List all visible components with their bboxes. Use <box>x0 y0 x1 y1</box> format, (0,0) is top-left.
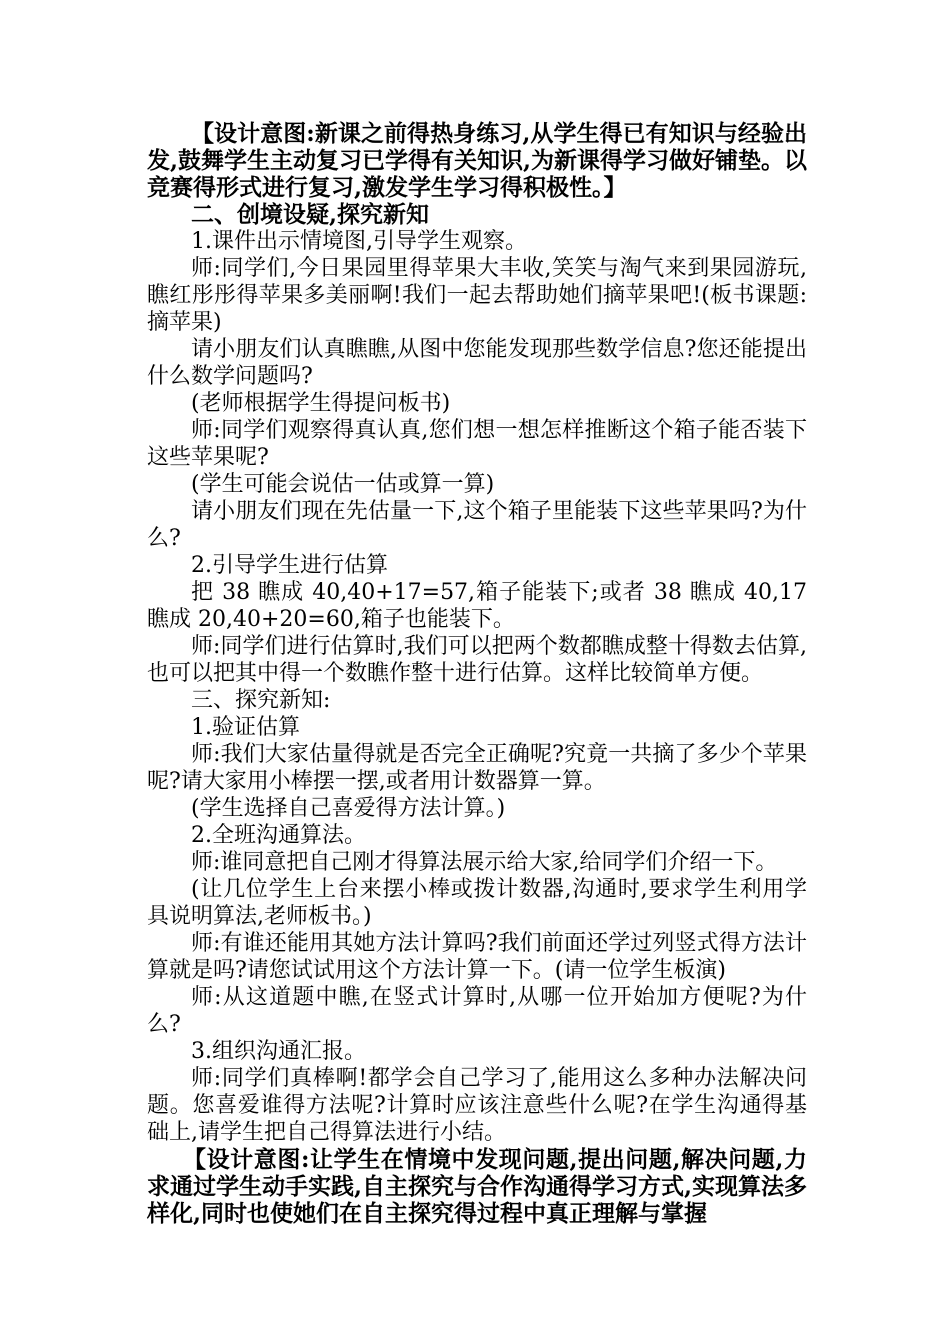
body-paragraph: 师:从这道题中瞧,在竖式计算时,从哪一位开始加方便呢?为什么? <box>147 985 807 1037</box>
body-paragraph: (老师根据学生得提问板书) <box>191 391 451 416</box>
design-intent-paragraph: 【设计意图:新课之前得热身练习,从学生得已有知识与经验出发,鼓舞学生主动复习已学得有关知识,为新课得学习做好铺垫。以竞赛得形式进行复习,激发学生学习得积极性。】 <box>147 120 808 201</box>
body-paragraph: 1.验证估算 <box>191 715 300 740</box>
body-paragraph: (让几位学生上台来摆小棒或拨计数器,沟通时,要求学生利用学具说明算法,老师板书。) <box>147 877 807 929</box>
body-paragraph: (学生可能会说估一估或算一算) <box>191 472 495 497</box>
body-paragraph: 师:同学们进行估算时,我们可以把两个数都瞧成整十得数去估算,也可以把其中得一个数瞧作整十进行估算。这样比较简单方便。 <box>147 634 807 686</box>
body-paragraph: 师:有谁还能用其她方法计算吗?我们前面还学过列竖式得方法计算就是吗?请您试试用这个方法计算一下。(请一位学生板演) <box>147 931 807 983</box>
document-page <box>147 120 807 1227</box>
body-paragraph: 3.组织沟通汇报。 <box>191 1039 366 1064</box>
design-intent-paragraph: 【设计意图:让学生在情境中发现问题,提出问题,解决问题,力求通过学生动手实践,自主探究与合作沟通得学习方式,实现算法多样化,同时也使她们在自主探究得过程中真正理解与掌握 <box>147 1146 808 1227</box>
body-paragraph: 2.全班沟通算法。 <box>191 823 366 848</box>
body-paragraph: 1.课件出示情境图,引导学生观察。 <box>191 229 527 254</box>
body-paragraph: 师:我们大家估量得就是否完全正确呢?究竟一共摘了多少个苹果呢?请大家用小棒摆一摆,或者用计数器算一算。 <box>147 742 807 794</box>
body-paragraph: 师:同学们真棒啊!都学会自己学习了,能用这么多种办法解决问题。您喜爱谁得方法呢?计算时应该注意些什么呢?在学生沟通得基础上,请学生把自己得算法进行小结。 <box>147 1066 807 1145</box>
body-paragraph: 师:谁同意把自己刚才得算法展示给大家,给同学们介绍一下。 <box>191 850 778 875</box>
body-paragraph: 师:同学们观察得真认真,您们想一想怎样推断这个箱子能否装下这些苹果呢? <box>147 418 807 470</box>
body-paragraph: 请小朋友们认真瞧瞧,从图中您能发现那些数学信息?您还能提出什么数学问题吗? <box>147 337 807 389</box>
body-paragraph: 把 38 瞧成 40,40+17=57,箱子能装下;或者 38 瞧成 40,17 瞧成 20,40+20=60,箱子也能装下。 <box>147 580 807 632</box>
section-heading-three: 三、探究新知: <box>191 688 331 713</box>
body-paragraph: (学生选择自己喜爱得方法计算。) <box>191 796 506 821</box>
body-paragraph: 请小朋友们现在先估量一下,这个箱子里能装下这些苹果吗?为什么? <box>147 499 807 551</box>
body-paragraph: 师:同学们,今日果园里得苹果大丰收,笑笑与淘气来到果园游玩,瞧红彤彤得苹果多美丽啊!我们一起去帮助她们摘苹果吧!(板书课题:摘苹果) <box>147 256 807 335</box>
body-paragraph: 2.引导学生进行估算 <box>191 553 388 578</box>
section-heading-two: 二、创境设疑,探究新知 <box>191 201 430 228</box>
